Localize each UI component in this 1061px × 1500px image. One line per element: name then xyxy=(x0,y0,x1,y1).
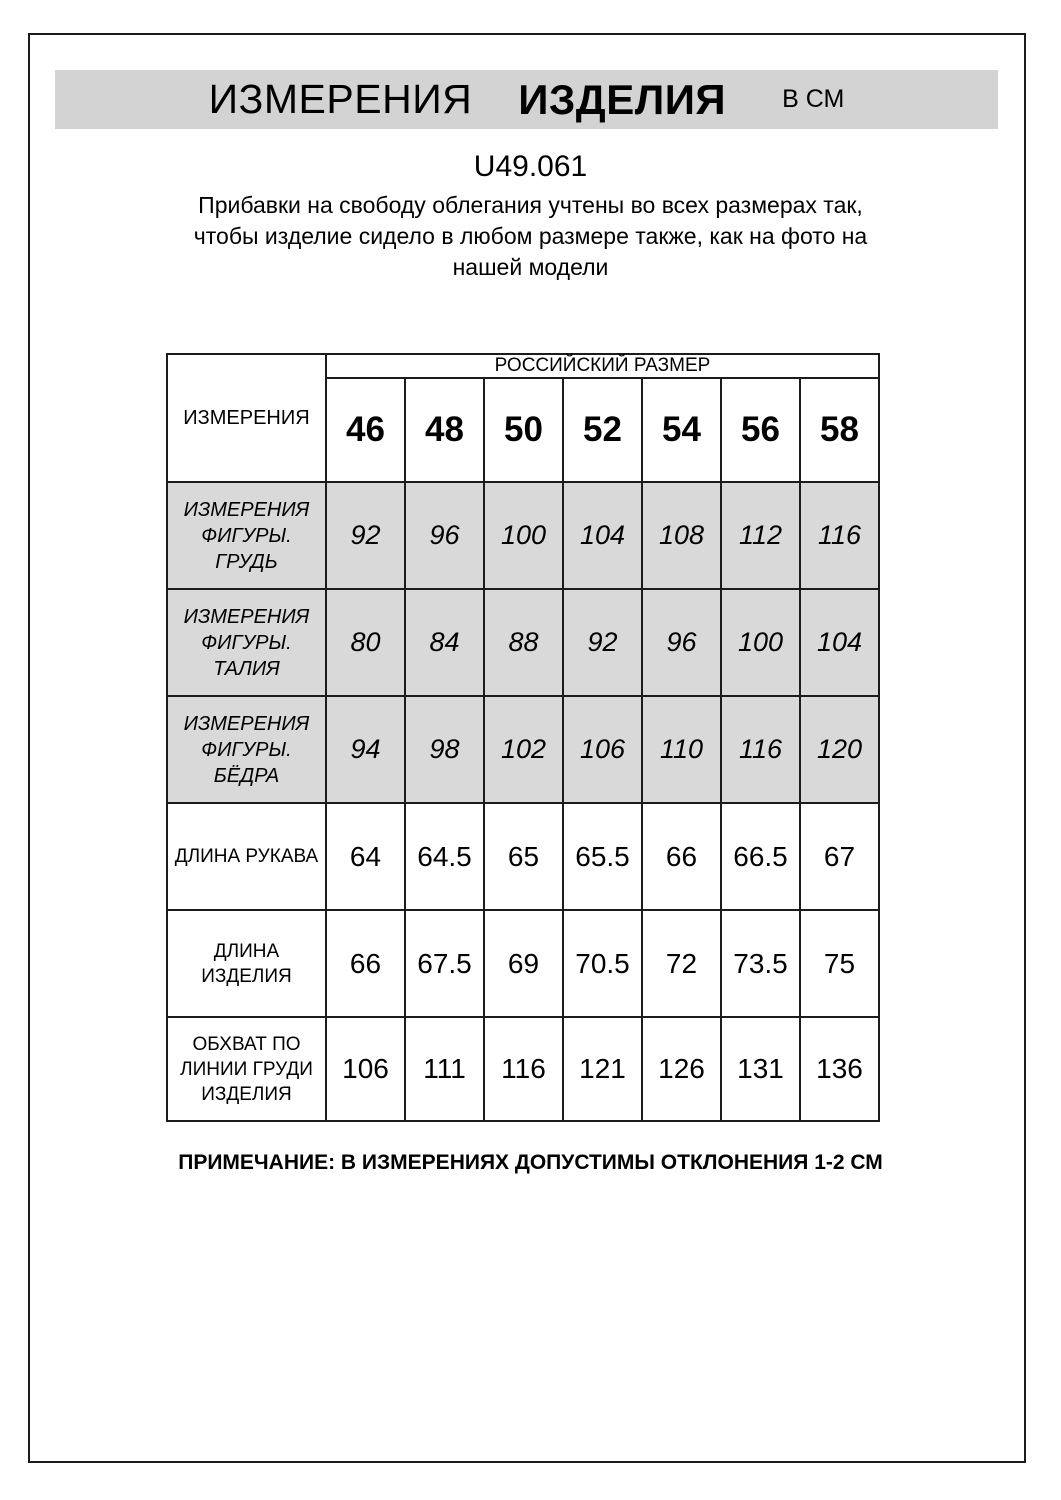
table-row-garment-chest-girth xyxy=(167,1017,879,1121)
cell-value: 100 xyxy=(484,482,563,589)
cell-value: 116 xyxy=(800,482,879,589)
row-label: ИЗМЕРЕНИЯ ФИГУРЫ. ГРУДЬ xyxy=(167,482,326,589)
size-col-header: 52 xyxy=(563,378,642,482)
row-label: ИЗМЕРЕНИЯ ФИГУРЫ. БЁДРА xyxy=(167,696,326,803)
size-col-header: 50 xyxy=(484,378,563,482)
cell-value: 104 xyxy=(563,482,642,589)
description-paragraph xyxy=(0,190,1061,283)
description-line: нашей модели xyxy=(452,254,609,280)
cell-value: 120 xyxy=(800,696,879,803)
table-row-body-waist xyxy=(167,589,879,696)
size-col-header: 46 xyxy=(326,378,405,482)
cell-value: 104 xyxy=(800,589,879,696)
cell-value: 110 xyxy=(642,696,721,803)
cell-value: 116 xyxy=(721,696,800,803)
cell-value: 72 xyxy=(642,910,721,1017)
cell-value: 70.5 xyxy=(563,910,642,1017)
cell-value: 106 xyxy=(563,696,642,803)
cell-value: 92 xyxy=(326,482,405,589)
cell-value: 108 xyxy=(642,482,721,589)
cell-value: 121 xyxy=(563,1017,642,1121)
cell-value: 92 xyxy=(563,589,642,696)
title-unit: В СМ xyxy=(782,85,845,113)
table-corner-label: ИЗМЕРЕНИЯ xyxy=(167,354,326,482)
cell-value: 111 xyxy=(405,1017,484,1121)
cell-value: 106 xyxy=(326,1017,405,1121)
table-header-row xyxy=(167,354,879,378)
size-system-header: РОССИЙСКИЙ РАЗМЕР xyxy=(326,354,879,378)
cell-value: 67.5 xyxy=(405,910,484,1017)
row-label: ИЗМЕРЕНИЯ ФИГУРЫ. ТАЛИЯ xyxy=(167,589,326,696)
size-col-header: 54 xyxy=(642,378,721,482)
title-word-product: ИЗДЕЛИЯ xyxy=(518,75,727,123)
cell-value: 80 xyxy=(326,589,405,696)
cell-value: 84 xyxy=(405,589,484,696)
cell-value: 94 xyxy=(326,696,405,803)
article-number: U49.061 xyxy=(473,150,588,183)
cell-value: 64.5 xyxy=(405,803,484,910)
cell-value: 66 xyxy=(642,803,721,910)
cell-value: 102 xyxy=(484,696,563,803)
title-banner xyxy=(55,70,998,129)
cell-value: 116 xyxy=(484,1017,563,1121)
cell-value: 131 xyxy=(721,1017,800,1121)
cell-value: 88 xyxy=(484,589,563,696)
size-col-header: 48 xyxy=(405,378,484,482)
cell-value: 65 xyxy=(484,803,563,910)
cell-value: 73.5 xyxy=(721,910,800,1017)
cell-value: 65.5 xyxy=(563,803,642,910)
row-label: ОБХВАТ ПО ЛИНИИ ГРУДИ ИЗДЕЛИЯ xyxy=(167,1017,326,1121)
size-col-header: 58 xyxy=(800,378,879,482)
table-row-body-hips xyxy=(167,696,879,803)
cell-value: 66 xyxy=(326,910,405,1017)
size-table xyxy=(166,353,880,1122)
cell-value: 98 xyxy=(405,696,484,803)
size-col-header: 56 xyxy=(721,378,800,482)
tolerance-note: ПРИМЕЧАНИЕ: В ИЗМЕРЕНИЯХ ДОПУСТИМЫ ОТКЛОНЕНИЯ 1-2 СМ xyxy=(178,1151,883,1174)
title-word-measurements: ИЗМЕРЕНИЯ xyxy=(208,76,473,122)
row-label: ДЛИНА РУКАВА xyxy=(167,803,326,910)
table-row-product-length xyxy=(167,910,879,1017)
cell-value: 126 xyxy=(642,1017,721,1121)
description-line: Прибавки на свободу облегания учтены во всех размерах так, xyxy=(198,192,863,218)
cell-value: 112 xyxy=(721,482,800,589)
description-line: чтобы изделие сидело в любом размере также, как на фото на xyxy=(193,223,868,249)
cell-value: 75 xyxy=(800,910,879,1017)
cell-value: 96 xyxy=(642,589,721,696)
cell-value: 96 xyxy=(405,482,484,589)
row-label: ДЛИНА ИЗДЕЛИЯ xyxy=(167,910,326,1017)
cell-value: 66.5 xyxy=(721,803,800,910)
cell-value: 64 xyxy=(326,803,405,910)
cell-value: 67 xyxy=(800,803,879,910)
table-row-body-chest xyxy=(167,482,879,589)
cell-value: 100 xyxy=(721,589,800,696)
table-row-sleeve-length xyxy=(167,803,879,910)
cell-value: 136 xyxy=(800,1017,879,1121)
cell-value: 69 xyxy=(484,910,563,1017)
